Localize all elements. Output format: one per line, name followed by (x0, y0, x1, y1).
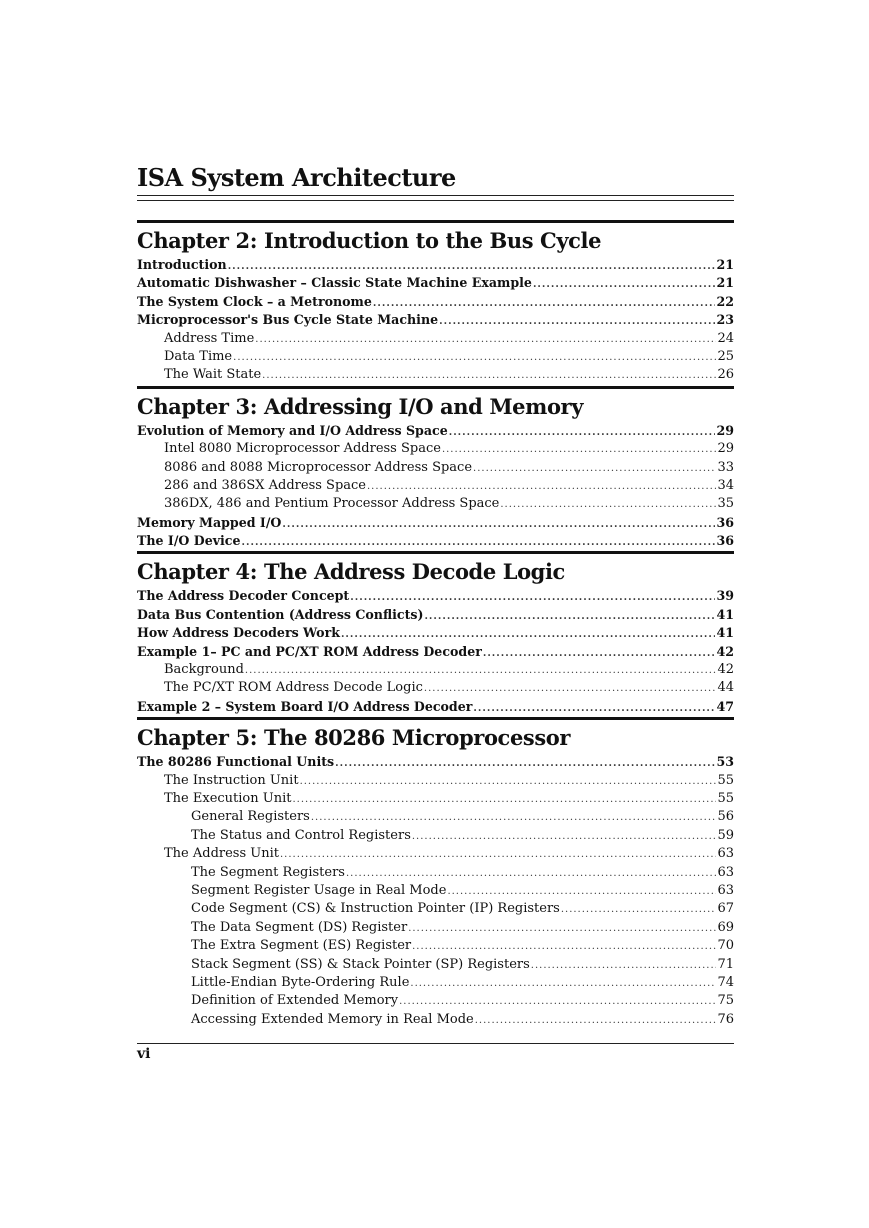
dot-leader (531, 957, 717, 972)
toc-entry-title: The I/O Device (137, 533, 241, 549)
toc-entry[interactable] (137, 865, 734, 883)
toc-entry[interactable] (137, 275, 734, 293)
toc-entry-page: 29 (716, 422, 734, 438)
dot-leader (561, 901, 717, 916)
toc-entry-title: Data Bus Contention (Address Conflicts) (137, 606, 424, 622)
toc-entry-page: 36 (716, 514, 734, 530)
toc-entry[interactable] (137, 460, 734, 478)
dot-leader (483, 644, 716, 659)
toc-entry[interactable] (137, 588, 734, 606)
toc-entry-title: Memory Mapped I/O (137, 514, 282, 530)
dot-leader (412, 828, 717, 843)
toc-entry-title: The Segment Registers (191, 864, 345, 880)
toc-entry[interactable] (137, 496, 734, 514)
toc-entry[interactable] (137, 662, 734, 680)
toc-entry-title: Example 1– PC and PC/XT ROM Address Decoder (137, 643, 482, 659)
toc-entry-title: Example 2 – System Board I/O Address Decoder (137, 698, 473, 714)
toc-entry-page: 74 (717, 974, 734, 990)
toc-entry-title: The Execution Unit (164, 790, 292, 806)
chapter-heading[interactable]: Chapter 4: The Address Decode Logic (137, 559, 565, 585)
dot-leader (242, 533, 716, 548)
dot-leader (280, 846, 716, 861)
toc-entry[interactable] (137, 625, 734, 643)
toc-entry-title: 286 and 386SX Address Space (164, 477, 366, 493)
toc-entry-page: 33 (717, 459, 734, 475)
dot-leader (311, 809, 717, 824)
dot-leader (408, 920, 716, 935)
toc-entry[interactable] (137, 533, 734, 551)
dot-leader (350, 588, 715, 603)
dot-leader (399, 993, 716, 1008)
toc-entry-title: Code Segment (CS) & Instruction Pointer (IP) Registers (191, 901, 560, 917)
toc-entry[interactable] (137, 349, 734, 367)
toc-entry[interactable] (137, 901, 734, 919)
toc-entry[interactable] (137, 846, 734, 864)
toc-entry-title: Data Time (164, 348, 233, 364)
chapter-heading[interactable]: Chapter 3: Addressing I/O and Memory (137, 393, 584, 419)
toc-entry[interactable] (137, 773, 734, 791)
toc-entry-page: 53 (716, 754, 734, 770)
toc-entry[interactable] (137, 993, 734, 1011)
toc-entry-title: Definition of Extended Memory (191, 993, 399, 1009)
toc-entry-page: 21 (716, 275, 734, 291)
toc-entry-title: 386DX, 486 and Pentium Processor Address Space (164, 496, 500, 512)
toc-entry[interactable] (137, 791, 734, 809)
chapter-section (137, 717, 734, 1030)
toc-entry[interactable] (137, 312, 734, 330)
toc-entry[interactable] (137, 478, 734, 496)
toc-entry-page: 55 (717, 790, 734, 806)
dot-leader (424, 680, 717, 695)
toc-entry-page: 67 (717, 901, 734, 917)
toc-entry-page: 41 (716, 606, 734, 622)
toc-entry-title: The Extra Segment (ES) Register (191, 938, 412, 954)
toc-entry[interactable] (137, 975, 734, 993)
toc-entry[interactable] (137, 644, 734, 662)
toc-entry[interactable] (137, 331, 734, 349)
dot-leader (442, 441, 717, 456)
dot-leader (341, 625, 716, 640)
toc-entry-page: 71 (717, 956, 734, 972)
toc-entry-title: The Data Segment (DS) Register (191, 919, 408, 935)
toc-entry-page: 76 (717, 1011, 734, 1027)
dot-leader (447, 883, 716, 898)
toc-entry-title: The Status and Control Registers (191, 827, 411, 843)
toc-entry-page: 70 (717, 938, 734, 954)
dot-leader (439, 312, 715, 327)
toc-entry-page: 63 (717, 882, 734, 898)
dot-leader (424, 607, 715, 622)
toc-entry-page: 47 (716, 698, 734, 714)
toc-entry-title: Microprocessor's Bus Cycle State Machine (137, 312, 439, 328)
toc-entry-page: 24 (717, 330, 734, 346)
toc-entry-title: The Wait State (164, 367, 262, 383)
dot-leader (228, 257, 716, 272)
toc-entry-title: The Address Unit (164, 846, 279, 862)
dot-leader (533, 275, 716, 290)
toc-entry[interactable] (137, 294, 734, 312)
dot-leader (346, 865, 716, 880)
toc-entry[interactable] (137, 423, 734, 441)
toc-entry-page: 22 (716, 293, 734, 309)
toc-entry-page: 55 (717, 772, 734, 788)
toc-entry-title: Introduction (137, 257, 227, 272)
toc-entry[interactable] (137, 938, 734, 956)
toc-entry-title: The Address Decoder Concept (137, 588, 350, 604)
toc-entry-title: Accessing Extended Memory in Real Mode (191, 1011, 474, 1027)
toc-entry-title: The System Clock – a Metronome (137, 293, 372, 309)
toc-entry-page: 21 (716, 257, 734, 272)
toc-entry-title: Segment Register Usage in Real Mode (191, 882, 447, 898)
toc-entry-page: 39 (716, 588, 734, 604)
chapter-heading[interactable]: Chapter 2: Introduction to the Bus Cycle (137, 228, 602, 253)
toc-entry[interactable] (137, 257, 734, 275)
toc-entry[interactable] (137, 883, 734, 901)
toc-entry-title: The PC/XT ROM Address Decode Logic (164, 680, 423, 696)
toc-entry-page: 69 (717, 919, 734, 935)
toc-entry-page: 26 (717, 367, 734, 383)
dot-leader (245, 662, 717, 677)
toc-entry[interactable] (137, 680, 734, 698)
toc-entry-page: 56 (717, 809, 734, 825)
toc-entry[interactable] (137, 920, 734, 938)
dot-leader (292, 791, 716, 806)
toc-entry-page: 44 (717, 680, 734, 696)
toc-entry[interactable] (137, 441, 734, 459)
dot-leader (262, 367, 716, 382)
toc-entry-title: Background (164, 662, 244, 678)
chapter-section (137, 386, 734, 552)
toc-entry[interactable] (137, 809, 734, 827)
dot-leader (255, 331, 716, 346)
dot-leader (367, 478, 716, 493)
toc-entry-title: General Registers (191, 809, 310, 825)
dot-leader (449, 423, 716, 438)
toc-entry-page: 63 (717, 864, 734, 880)
toc-entry-title: 8086 and 8088 Microprocessor Address Space (164, 459, 473, 475)
toc-entry[interactable] (137, 1012, 734, 1030)
toc-entry-title: The Instruction Unit (164, 772, 299, 788)
toc-entry-page: 42 (717, 662, 734, 678)
chapter-section (137, 220, 734, 386)
dot-leader (282, 515, 715, 530)
toc-entry-page: 75 (717, 993, 734, 1009)
page-number: vi (137, 1046, 151, 1062)
dot-leader (300, 773, 717, 788)
toc-entry[interactable] (137, 515, 734, 533)
toc-entry[interactable] (137, 828, 734, 846)
toc-entry-title: Evolution of Memory and I/O Address Space (137, 422, 448, 438)
table-of-contents (137, 220, 734, 1030)
toc-entry-page: 63 (717, 846, 734, 862)
toc-entry-page: 25 (717, 348, 734, 364)
dot-leader (473, 460, 716, 475)
dot-leader (473, 699, 715, 714)
toc-entry-title: Little-Endian Byte-Ordering Rule (191, 974, 410, 990)
toc-entry-title: The 80286 Functional Units (137, 754, 335, 770)
toc-entry-title: Address Time (164, 330, 255, 346)
toc-entry[interactable] (137, 754, 734, 772)
dot-leader (410, 975, 716, 990)
dot-leader (335, 754, 715, 769)
toc-entry-title: How Address Decoders Work (137, 625, 340, 641)
title-double-rule (137, 195, 734, 201)
toc-entry-title: Automatic Dishwasher – Classic State Machine Example (137, 275, 532, 291)
toc-entry[interactable] (137, 607, 734, 625)
toc-entry-page: 29 (717, 441, 734, 457)
toc-entry-page: 42 (716, 643, 734, 659)
toc-entry-page: 41 (716, 625, 734, 641)
dot-leader (475, 1012, 717, 1027)
dot-leader (412, 938, 716, 953)
book-title: ISA System Architecture (137, 163, 456, 192)
toc-entry-page: 35 (717, 496, 734, 512)
dot-leader (373, 294, 716, 309)
toc-entry[interactable] (137, 699, 734, 717)
chapter-section (137, 551, 734, 717)
toc-entry-page: 23 (716, 312, 734, 328)
toc-entry-title: Intel 8080 Microprocessor Address Space (164, 441, 441, 457)
chapter-heading[interactable]: Chapter 5: The 80286 Microprocessor (137, 725, 571, 751)
toc-entry-title: Stack Segment (SS) & Stack Pointer (SP) Registers (191, 956, 530, 972)
toc-entry[interactable] (137, 367, 734, 385)
toc-entry[interactable] (137, 957, 734, 975)
toc-entry-page: 34 (717, 477, 734, 493)
toc-entry-page: 36 (716, 533, 734, 549)
toc-entry-page: 59 (717, 827, 734, 843)
dot-leader (233, 349, 716, 364)
footer-rule (137, 1043, 734, 1044)
dot-leader (500, 496, 716, 511)
